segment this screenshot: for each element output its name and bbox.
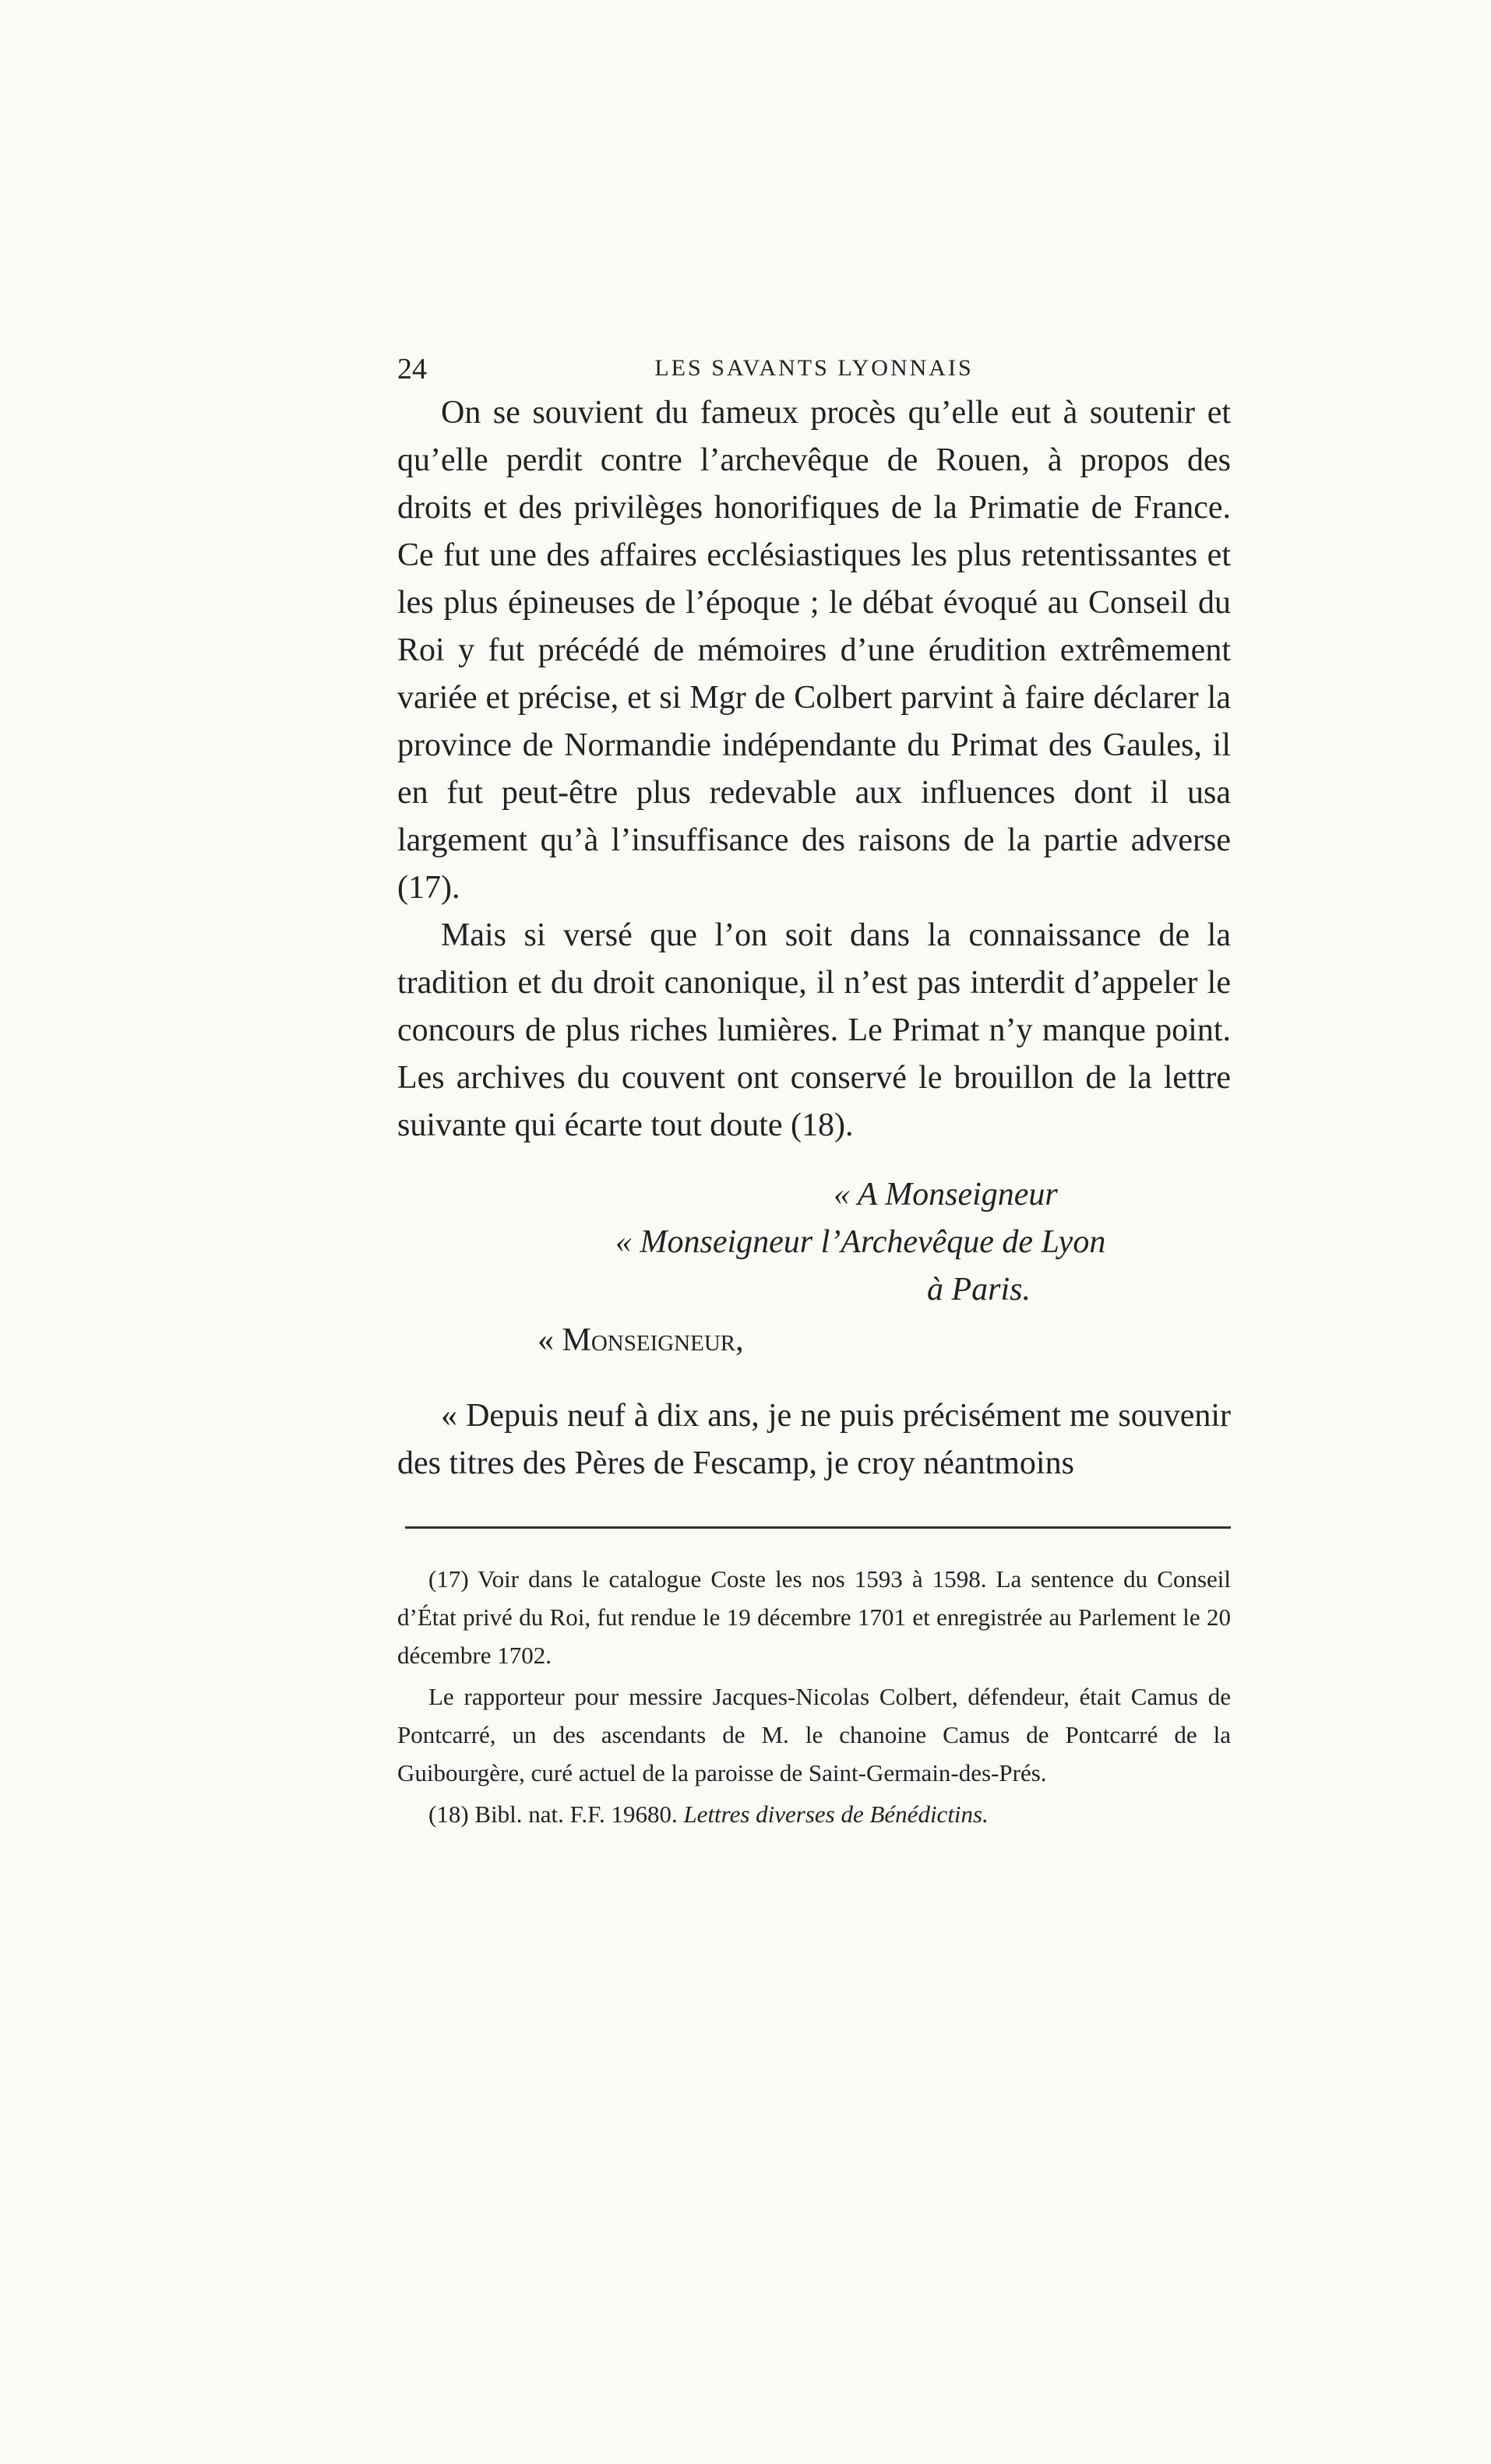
letter-address-line-3: à Paris. bbox=[927, 1272, 1031, 1308]
page-number: 24 bbox=[397, 353, 427, 385]
page-header bbox=[397, 343, 1231, 389]
footnote-17: (17) Voir dans le catalogue Coste les nos 1593 à 1598. La sentence du Conseil d’État privé du Roi, fut rendue le 19 décembre 1701 et enregistrée au Parlement le 20 décembre 1702. bbox=[397, 1565, 1231, 1669]
letter-salutation: « Monseigneur, bbox=[538, 1322, 744, 1358]
paragraph-2: Mais si versé que l’on soit dans la connaissance de la tradition et du droit canonique, il n’est pas interdit d’appeler le concours de plus riches lumières. Le Primat n’y manque point. Les archives du couvent ont conservé le brouillon de la lettre suivante qui écarte tout doute (18). bbox=[397, 917, 1231, 1143]
footnotes bbox=[397, 1560, 1231, 1833]
main-text bbox=[397, 389, 1231, 1149]
running-title: LES SAVANTS LYONNAIS bbox=[654, 355, 974, 381]
letter-opening: « Depuis neuf à dix ans, je ne puis précisément me souvenir des titres des Pères de Fescamp, je croy néantmoins bbox=[397, 1398, 1231, 1481]
footnote-18-title: Lettres diverses de Bénédictins. bbox=[683, 1800, 989, 1828]
footnote-divider bbox=[405, 1526, 1231, 1529]
footnote-18-reference: (18) Bibl. nat. F.F. 19680. bbox=[428, 1800, 678, 1828]
paragraph-1: On se souvient du fameux procès qu’elle eut à soutenir et qu’elle perdit contre l’archevêque de Rouen, à propos des droits et des privilèges honorifiques de la Primatie de France. Ce fut une des affaires ecclésiastiques les plus retentissantes et les plus épineuses de l’époque ; le débat évoqué au Conseil du Roi y fut précédé de mémoires d’une érudition extrêmement variée et précise, et si Mgr de Colbert parvint à faire déclarer la province de Normandie indépendante du Primat des Gaules, il en fut peut-être plus redevable aux influences dont il usa largement qu’à l’insuffisance des raisons de la partie adverse (17). bbox=[397, 395, 1231, 906]
book-page bbox=[397, 343, 1231, 1836]
footnote-18 bbox=[397, 1795, 1231, 1833]
letter-address-line-2: « Monseigneur l’Archevêque de Lyon bbox=[615, 1224, 1106, 1260]
footnote-17-continued: Le rapporteur pour messire Jacques-Nicolas Colbert, défendeur, était Camus de Pontcarré, un des ascendants de M. le chanoine Camus de Pontcarré de la Guibourgère, curé actuel de la paroisse de Saint-Germain-des-Prés. bbox=[397, 1683, 1231, 1786]
letter-address-line-1: « A Monseigneur bbox=[834, 1177, 1058, 1213]
letter-quote bbox=[397, 1171, 1231, 1487]
